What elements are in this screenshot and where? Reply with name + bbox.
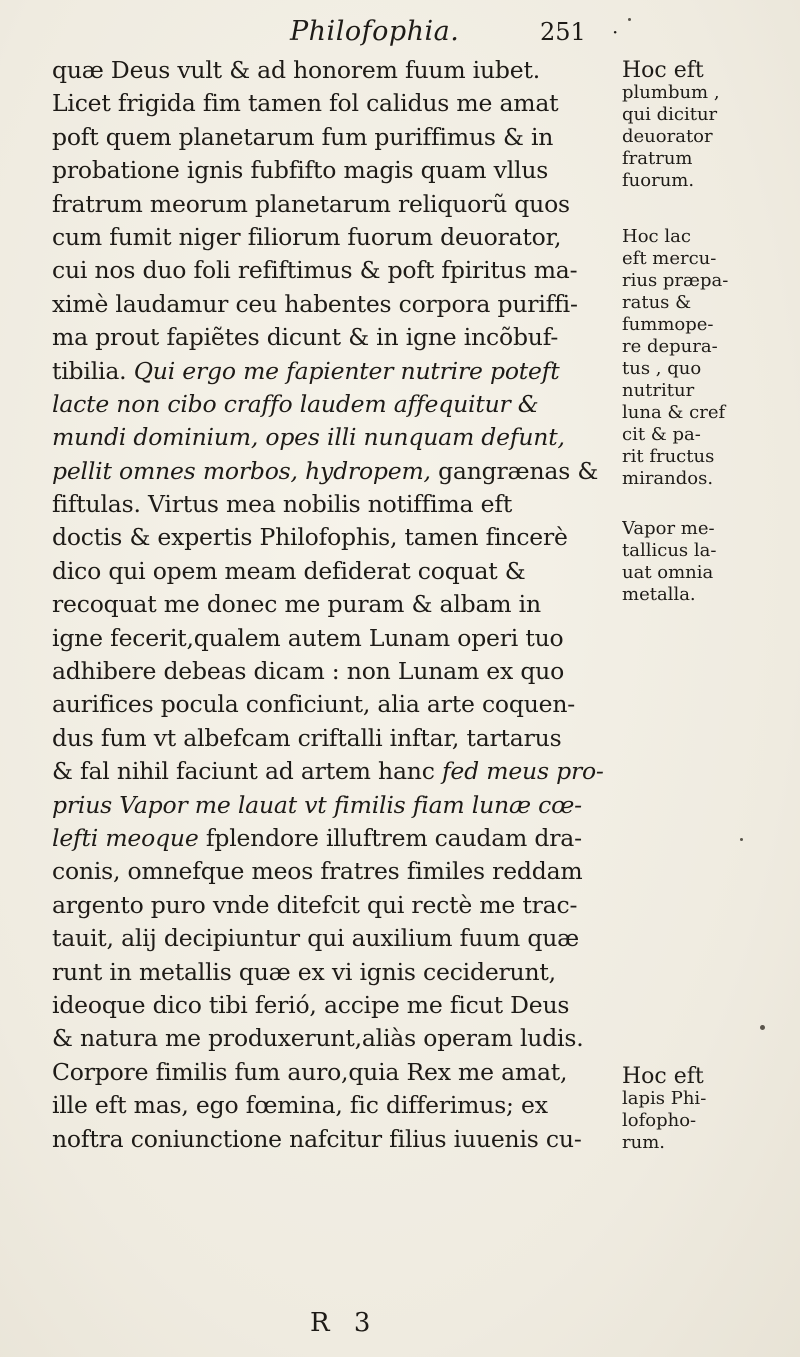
roman-text: gangrænas & [438, 456, 599, 485]
text-line [52, 922, 612, 955]
marginal-note-line: plumbum , [622, 82, 720, 103]
italic-text: prius Vapor me lauat vt fimilis fiam lunæ cœ- [52, 790, 582, 819]
marginal-note [622, 226, 792, 490]
text-line [52, 288, 612, 321]
ink-speck [760, 1025, 765, 1030]
marginal-note-line: tus , quo [622, 358, 702, 379]
text-line [52, 154, 612, 187]
roman-text: dico qui opem meam defiderat coquat & [52, 556, 526, 585]
text-line [52, 889, 612, 922]
marginal-note-line: ratus & [622, 292, 692, 313]
text-line [52, 355, 612, 388]
roman-text: doctis & expertis Philofophis, tamen fincerè [52, 523, 568, 552]
marginal-note-line: uat omnia [622, 562, 714, 583]
text-line [52, 1056, 612, 1089]
text-line [52, 54, 612, 87]
text-line [52, 87, 612, 120]
main-text-column [52, 54, 612, 1156]
text-line [52, 1022, 612, 1055]
ornament-dot: · [612, 20, 619, 44]
text-line [52, 321, 612, 354]
text-line [52, 588, 612, 621]
roman-text: cum fumit niger filiorum fuorum deuorator, [52, 222, 562, 251]
marginal-note-line: fummope- [622, 314, 714, 335]
roman-text: ille eft mas, ego fœmina, fic differimus; ex [52, 1091, 548, 1120]
roman-text: & fal nihil faciunt ad artem hanc [52, 757, 442, 786]
roman-text: adhibere debeas dicam : non Lunam ex quo [52, 657, 565, 686]
text-line [52, 989, 612, 1022]
roman-text: ideoque dico tibi ferió, accipe me ficut Deus [52, 990, 570, 1019]
marginal-note-line: rum. [622, 1132, 665, 1153]
marginal-note-line: fuorum. [622, 170, 695, 191]
roman-text: ma prout fapiẽtes dicunt & in igne incõbuf- [52, 323, 559, 352]
marginal-note-line: Vapor me- [622, 518, 715, 539]
marginal-note-line: deuorator [622, 126, 713, 147]
ink-speck [628, 18, 631, 21]
marginal-note-line: rit fructus [622, 446, 715, 467]
text-line [52, 555, 612, 588]
roman-text: ximè laudamur ceu habentes corpora puriffi- [52, 289, 578, 318]
roman-text: runt in metallis quæ ex vi ignis ceciderunt, [52, 957, 556, 986]
roman-text: fratrum meorum planetarum reliquorũ quos [52, 189, 570, 218]
text-line [52, 956, 612, 989]
text-line [52, 789, 612, 822]
marginal-note-line: Hoc eft [622, 60, 704, 82]
marginal-note-line: qui dicitur [622, 104, 718, 125]
marginal-note-line: rius præpa- [622, 270, 729, 291]
roman-text: recoquat me donec me puram & albam in [52, 590, 541, 619]
text-line [52, 455, 612, 488]
text-line [52, 421, 612, 454]
text-line [52, 1089, 612, 1122]
marginal-note [622, 60, 792, 192]
italic-text: pellit omnes morbos, hydropem, [52, 456, 439, 485]
roman-text: Corpore fimilis fum auro,quia Rex me amat, [52, 1057, 568, 1086]
italic-text: lacte non cibo craffo laudem affequitur & [52, 389, 539, 418]
marginal-note-line: Hoc eft [622, 1066, 704, 1088]
text-line [52, 722, 612, 755]
marginal-note-line: mirandos. [622, 468, 714, 489]
text-line [52, 254, 612, 287]
roman-text: igne fecerit,qualem autem Lunam operi tuo [52, 623, 564, 652]
italic-text: fed meus pro- [441, 757, 604, 786]
roman-text: aurifices pocula conficiunt, alia arte coquen- [52, 690, 576, 719]
page-number: 251 [540, 18, 586, 46]
signature-mark: R 3 [310, 1308, 379, 1338]
marginal-note-line: cit & pa- [622, 424, 701, 445]
ink-speck [740, 838, 743, 841]
roman-text: probatione ignis fubfifto magis quam vllus [52, 156, 549, 185]
roman-text: noftra coniunctione nafcitur filius iuuenis cu- [52, 1124, 582, 1153]
roman-text: dus fum vt albefcam criftalli inftar, tartarus [52, 723, 562, 752]
text-line [52, 188, 612, 221]
text-line [52, 388, 612, 421]
marginal-note [622, 518, 792, 606]
running-head [0, 10, 800, 50]
marginal-note-line: eft mercu- [622, 248, 717, 269]
text-line [52, 221, 612, 254]
marginal-note-line: Hoc lac [622, 226, 691, 247]
marginal-note [622, 1066, 792, 1154]
roman-text: argento puro vnde ditefcit qui rectè me trac- [52, 890, 578, 919]
roman-text: & natura me produxerunt,aliàs operam ludis. [52, 1024, 584, 1053]
text-line [52, 855, 612, 888]
text-line [52, 822, 612, 855]
text-line [52, 488, 612, 521]
marginal-note-line: lapis Phi- [622, 1088, 707, 1109]
marginal-note-line: re depura- [622, 336, 718, 357]
marginal-note-line: nutritur [622, 380, 695, 401]
roman-text: fiftulas. Virtus mea nobilis notiffima eft [52, 490, 513, 519]
roman-text: cui nos duo foli refiftimus & poft fpiritus ma- [52, 256, 578, 285]
text-line [52, 521, 612, 554]
running-title: Philofophia. [290, 16, 460, 47]
text-line [52, 655, 612, 688]
roman-text: tauit, alij decipiuntur qui auxilium fuum quæ [52, 924, 580, 953]
marginal-note-line: metalla. [622, 584, 696, 605]
text-line [52, 622, 612, 655]
marginal-note-line: luna & cref [622, 402, 726, 423]
roman-text: conis, omnefque meos fratres fimiles reddam [52, 857, 583, 886]
roman-text: Licet frigida fim tamen fol calidus me amat [52, 89, 559, 118]
text-line [52, 688, 612, 721]
text-line [52, 121, 612, 154]
roman-text: tibilia. [52, 356, 134, 385]
marginal-note-line: fratrum [622, 148, 693, 169]
marginal-note-line: lofopho- [622, 1110, 697, 1131]
italic-text: mundi dominium, opes illi nunquam defunt, [52, 423, 565, 452]
roman-text: quæ Deus vult & ad honorem fuum iubet. [52, 56, 540, 84]
roman-text: poft quem planetarum fum puriffimus & in [52, 122, 554, 151]
italic-text: lefti meoque [52, 823, 206, 852]
marginal-note-line: tallicus la- [622, 540, 717, 561]
italic-text: Qui ergo me fapienter nutrire poteft [133, 356, 560, 385]
roman-text: fplendore illuftrem caudam dra- [205, 823, 582, 852]
text-line [52, 1123, 612, 1156]
text-line [52, 755, 612, 788]
